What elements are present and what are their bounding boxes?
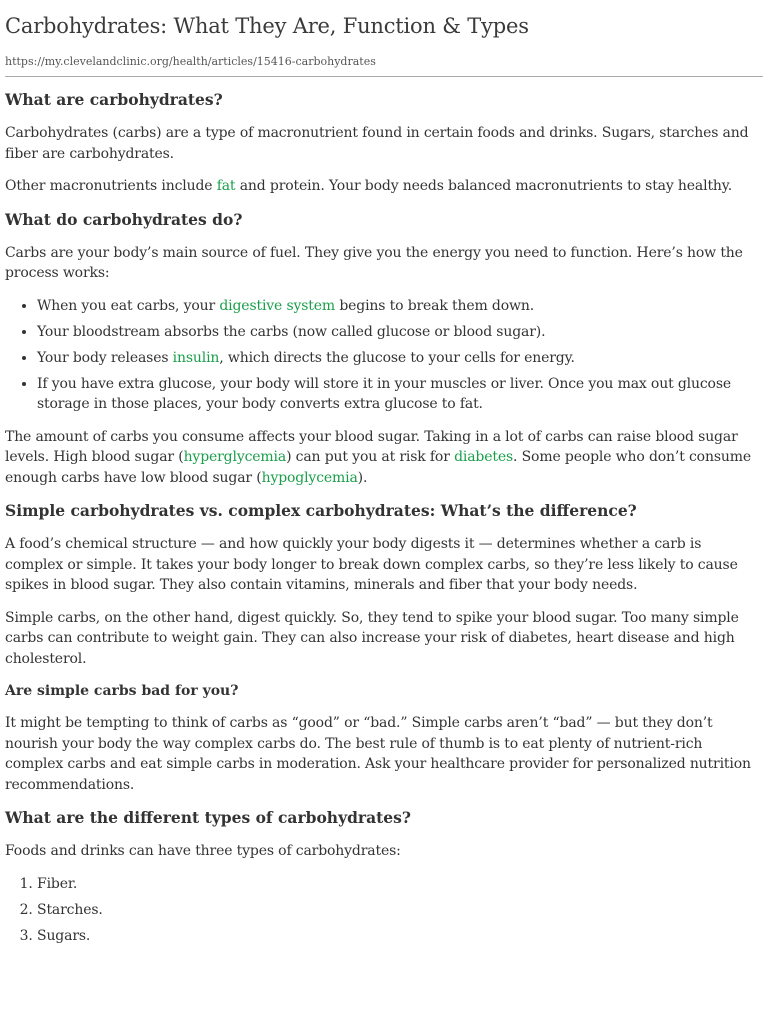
paragraph: Other macronutrients include fat and protein. Your body needs balanced macronutrients to stay healthy. bbox=[5, 178, 732, 194]
process-list bbox=[5, 296, 763, 415]
heading-simple-vs-complex: Simple carbohydrates vs. complex carbohydrates: What’s the difference? bbox=[5, 501, 637, 520]
list-item: • Your bloodstream absorbs the carbs (now called glucose or blood sugar). bbox=[37, 322, 763, 343]
heading-types-of-carbs: What are the different types of carbohydrates? bbox=[5, 808, 411, 827]
link-insulin[interactable]: insulin bbox=[172, 349, 220, 366]
source-url: https://my.clevelandclinic.org/health/articles/15416-carbohydrates bbox=[5, 55, 376, 68]
types-list bbox=[5, 874, 763, 947]
link-hyperglycemia[interactable]: hyperglycemia bbox=[183, 449, 287, 465]
heading-what-are-carbs: What are carbohydrates? bbox=[5, 90, 223, 109]
paragraph: Carbohydrates (carbs) are a type of macronutrient found in certain foods and drinks. Sugars, starches and fiber are carbohydrates. bbox=[5, 125, 749, 162]
list-item: • When you eat carbs, your digestive system begins to break them down. bbox=[37, 296, 763, 317]
link-diabetes[interactable]: diabetes bbox=[454, 449, 513, 465]
link-fat[interactable]: fat bbox=[216, 178, 236, 194]
paragraph: Foods and drinks can have three types of carbohydrates: bbox=[5, 843, 401, 859]
paragraph: It might be tempting to think of carbs as “good” or “bad.” Simple carbs aren’t “bad” — but they don’t nourish your body the way complex carbs do. The best rule of thumb is to eat plenty of nutrient-rich complex carbs and eat simple carbs in moderation. Ask your healthcare provider for personalized nutrition recommendations. bbox=[5, 715, 751, 793]
header-divider bbox=[5, 76, 763, 77]
list-item: • Your body releases insulin, which directs the glucose to your cells for energy. bbox=[37, 348, 763, 369]
list-item: • If you have extra glucose, your body will store it in your muscles or liver. Once you max out glucose storage in those places, your body converts extra glucose to fat. bbox=[37, 374, 763, 415]
paragraph: Simple carbs, on the other hand, digest quickly. So, they tend to spike your blood sugar. Too many simple carbs can contribute to weight gain. They can also increase your risk of diabetes, heart disease and high cholesterol. bbox=[5, 609, 739, 667]
heading-simple-carbs-bad: Are simple carbs bad for you? bbox=[5, 683, 239, 699]
paragraph: A food’s chemical structure — and how quickly your body digests it — determines whether a carb is complex or simple. It takes your body longer to break down complex carbs, so they’re less likely to cause spikes in blood sugar. They also contain vitamins, minerals and fiber that your body needs. bbox=[5, 536, 738, 593]
link-hypoglycemia[interactable]: hypoglycemia bbox=[261, 469, 358, 486]
page-title: Carbohydrates: What They Are, Function & Types bbox=[5, 14, 529, 38]
article bbox=[0, 12, 768, 946]
list-item: 3. Sugars. bbox=[37, 926, 763, 947]
list-item: 2. Starches. bbox=[37, 900, 763, 921]
list-item: 1. Fiber. bbox=[37, 874, 763, 895]
paragraph: The amount of carbs you consume affects your blood sugar. Taking in a lot of carbs can raise blood sugar levels. High blood sugar (hyperglycemia) can put you at risk for diabetes. Some people who don’t consume enough carbs have low blood sugar (hypoglycemia). bbox=[5, 428, 751, 486]
link-digestive-system[interactable]: digestive system bbox=[219, 297, 336, 314]
heading-what-do-carbs-do: What do carbohydrates do? bbox=[5, 209, 243, 229]
paragraph: Carbs are your body’s main source of fuel. They give you the energy you need to function. Here’s how the process works: bbox=[5, 244, 743, 281]
